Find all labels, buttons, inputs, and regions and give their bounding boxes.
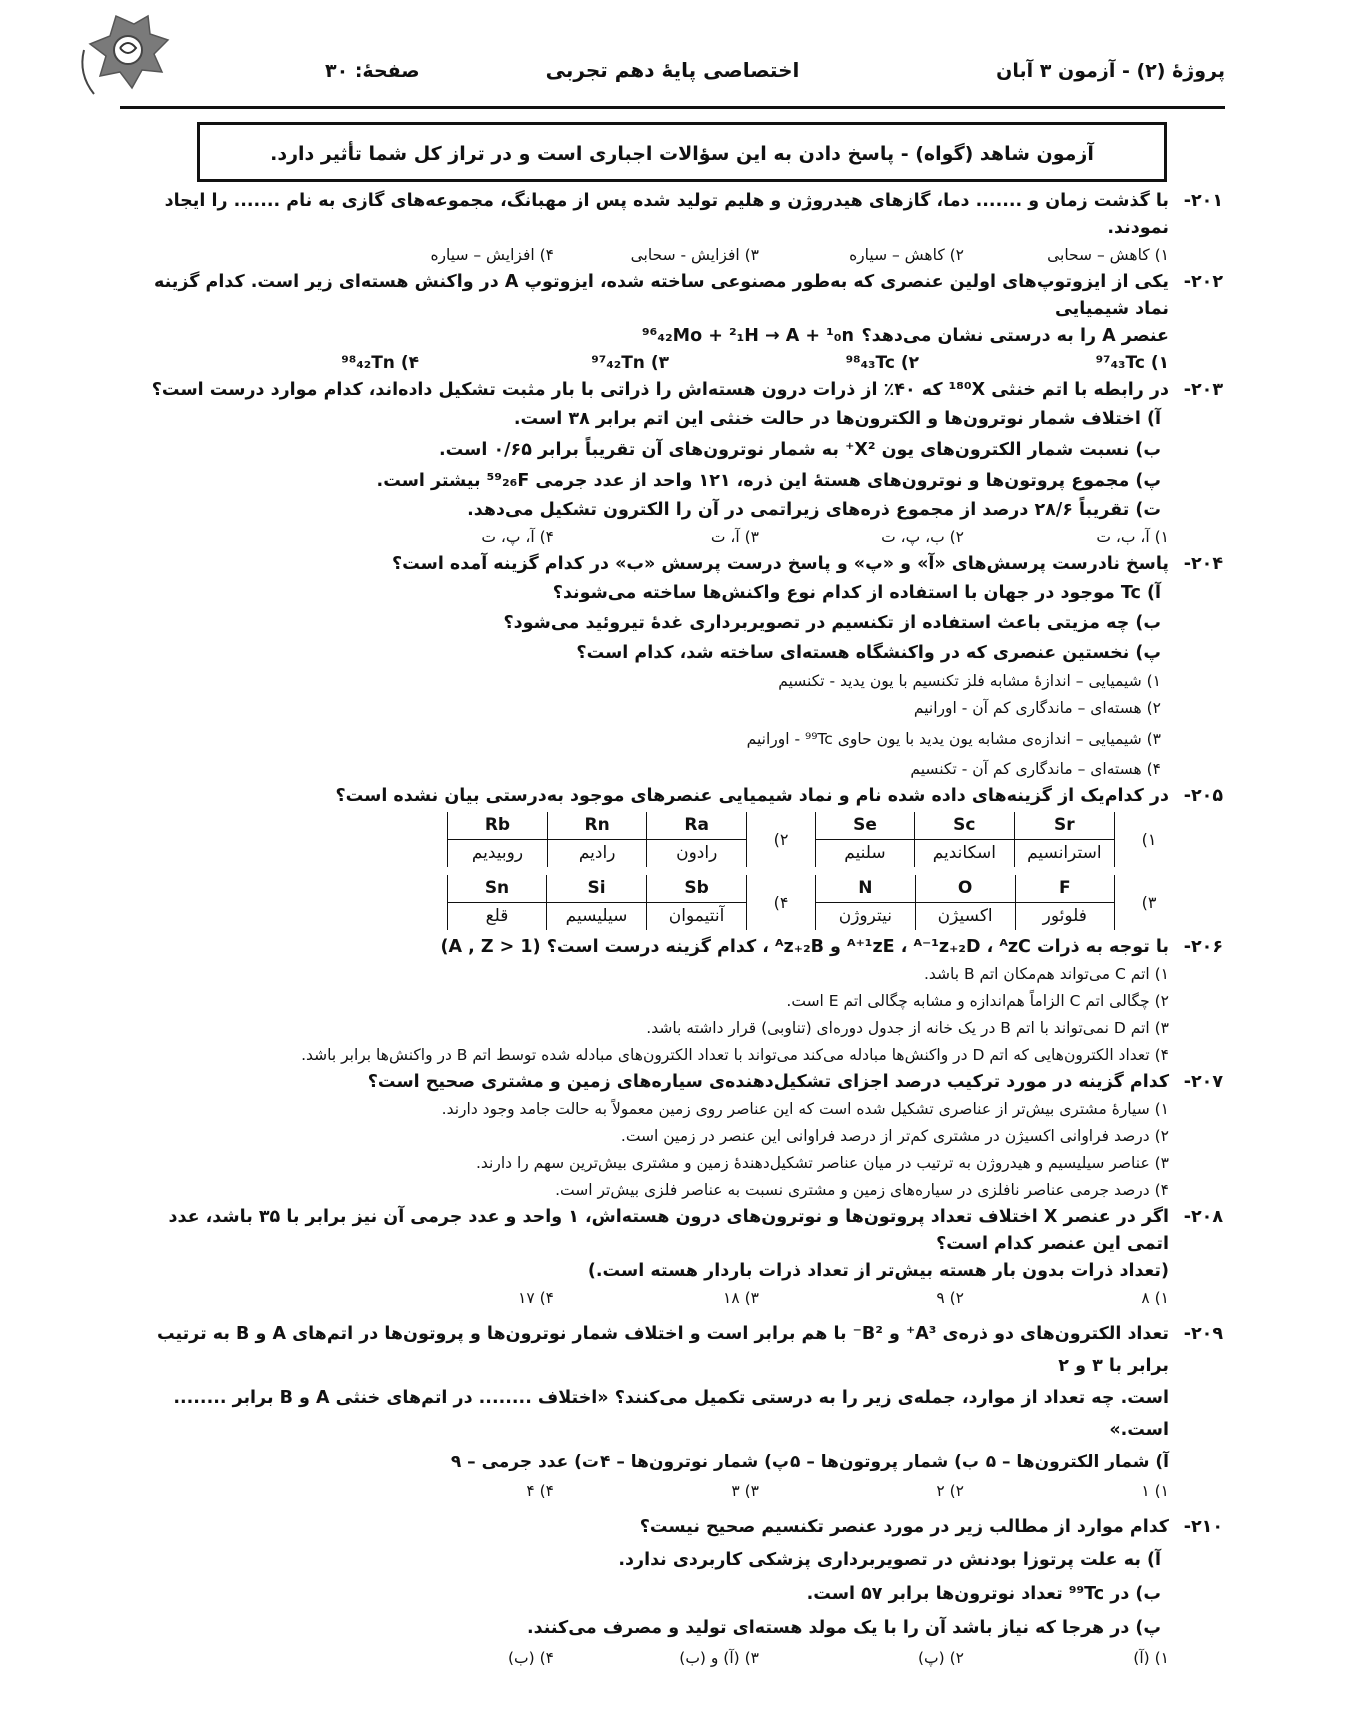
question-number: ۲۰۷- bbox=[1183, 1072, 1223, 1092]
statement: آ) Tc موجود در جهان با استفاده از کدام نوع واکنش‌ها ساخته می‌شوند؟ bbox=[552, 583, 1161, 603]
option[interactable]: ۲) چگالی اتم C الزاماً هم‌اندازه و مشابه چگالی اتم E است. bbox=[786, 992, 1169, 1010]
header-divider bbox=[120, 106, 1225, 109]
option[interactable]: ۳) افزایش - سحابی bbox=[630, 246, 759, 264]
question-number: ۲۰۱- bbox=[1183, 191, 1223, 211]
question-number: ۲۰۳- bbox=[1183, 380, 1223, 400]
option[interactable]: ۳) (آ) و (ب) bbox=[679, 1649, 759, 1667]
name-cell: سیلیسیم bbox=[547, 903, 647, 931]
nuclear-equation: ⁹⁶₄₂Mo + ²₁H → A + ¹₀n bbox=[642, 326, 854, 346]
statement: ب) شمار پروتون‌ها – ۵ bbox=[790, 1452, 979, 1472]
question-text: اگر در عنصر X اختلاف تعداد پروتون‌ها و نوترون‌های درون هسته‌اش، ۱ واحد و عدد جرمی آن نیز برابر با ۳۵ باشد، عدد اتمی این عنصر کدام است؟ bbox=[168, 1207, 1169, 1254]
name-cell: روبیدیم bbox=[448, 840, 548, 868]
symbol-cell: Sn bbox=[448, 875, 547, 903]
question-note: (تعداد ذرات بدون بار هسته بیش‌تر از تعداد ذرات باردار هسته است.) bbox=[587, 1261, 1169, 1281]
question-text: کدام موارد از مطالب زیر در مورد عنصر تکنسیم صحیح نیست؟ bbox=[639, 1517, 1169, 1537]
option[interactable]: ۲) ⁹⁸₄₃Tc bbox=[845, 353, 919, 373]
option[interactable]: ۳) اتم D نمی‌تواند با اتم B در یک خانه از جدول دوره‌ای (تناوبی) قرار داشته باشد. bbox=[646, 1019, 1169, 1037]
symbol-cell: Rn bbox=[547, 812, 646, 840]
statement: پ) مجموع پروتون‌ها و نوترون‌های هستهٔ این ذره، ۱۲۱ واحد از عدد جرمی ⁵⁹₂₆F بیشتر است. bbox=[376, 471, 1161, 491]
option[interactable]: ۱) اتم C می‌تواند هم‌مکان اتم B باشد. bbox=[923, 965, 1169, 983]
question-206 bbox=[122, 934, 1223, 1069]
question-number: ۲۰۵- bbox=[1183, 786, 1223, 806]
name-cell: اسکاندیم bbox=[914, 840, 1014, 868]
option-number[interactable]: ۲) bbox=[773, 830, 789, 849]
questions-area bbox=[122, 188, 1223, 1672]
option[interactable]: ۴) ۱۷ bbox=[518, 1289, 554, 1307]
option-number[interactable]: ۳) bbox=[1141, 893, 1157, 912]
option[interactable]: ۴) هسته‌ای – ماندگاری کم آن - تکنسیم bbox=[910, 760, 1161, 778]
option[interactable]: ۱) سیارهٔ مشتری بیش‌تر از عناصری تشکیل شده است که این عناصر روی زمین معمولاً به حالت جامد وجود دارند. bbox=[441, 1100, 1169, 1118]
option[interactable]: ۱) آ، ب، ت bbox=[1096, 528, 1169, 546]
question-text: در کدام‌یک از گزینه‌های داده شده نام و نماد شیمیایی عنصرهای موجود به‌درستی بیان نشده است؟ bbox=[335, 786, 1169, 806]
option-number[interactable]: ۴) bbox=[773, 893, 789, 912]
option[interactable]: ۴) ۴ bbox=[526, 1482, 554, 1500]
statement: ب) نسبت شمار الکترون‌های یون X²⁺ به شمار نوترون‌های آن تقریباً برابر ۰/۶۵ است. bbox=[439, 440, 1161, 460]
symbol-cell: Rb bbox=[448, 812, 548, 840]
page-number: صفحهٔ: ۳۰ bbox=[325, 60, 420, 82]
option[interactable]: ۴) آ، پ، ت bbox=[481, 528, 554, 546]
statement: ب) در ⁹⁹Tc تعداد نوترون‌ها برابر ۵۷ است. bbox=[806, 1584, 1161, 1604]
statement: پ) شمار نوترون‌ها – ۴ bbox=[600, 1452, 789, 1472]
option[interactable]: ۲) درصد فراوانی اکسیژن در مشتری کم‌تر از درصد فراوانی این عنصر در زمین است. bbox=[620, 1127, 1169, 1145]
element-table[interactable] bbox=[447, 875, 747, 930]
option[interactable]: ۱) ⁹⁷₄₃Tc bbox=[1095, 353, 1169, 373]
question-text: پاسخ نادرست پرسش‌های «آ» و «پ» و پاسخ درست پرسش «ب» در کدام گزینه آمده است؟ bbox=[391, 554, 1169, 574]
option[interactable]: ۴) تعداد الکترون‌هایی که اتم D در واکنش‌ها مبادله می‌کند می‌تواند با تعداد الکترون‌های مبادله شده توسط اتم B در واکنش‌ها برابر باشد. bbox=[301, 1046, 1169, 1064]
option[interactable]: ۴) افزایش – سیاره bbox=[430, 246, 554, 264]
options-row bbox=[122, 524, 1223, 551]
symbol-cell: O bbox=[915, 875, 1015, 903]
options-row bbox=[122, 242, 1223, 269]
question-text: یکی از ایزوتوپ‌های اولین عنصری که به‌طور مصنوعی ساخته شده، ایزوتوپ A در واکنش هسته‌ای زیر است. کدام گزینه نماد شیمیایی bbox=[154, 272, 1169, 319]
question-text: تعداد الکترون‌های دو ذره‌ی A³⁺ و B²⁻ با هم برابر است و اختلاف شمار نوترون‌ها و پروتون‌ها در اتم‌های A و B به ترتیب برابر با ۳ و ۲ bbox=[156, 1324, 1169, 1376]
symbol-cell: F bbox=[1015, 875, 1114, 903]
question-text: با گذشت زمان و ....... دما، گازهای هیدروژن و هلیم تولید شده پس از مهبانگ، مجموعه‌های گازی به نام ....... را ایجاد نمودند. bbox=[164, 191, 1169, 238]
symbol-cell: N bbox=[816, 875, 916, 903]
symbol-cell: Si bbox=[547, 875, 647, 903]
name-cell: اکسیژن bbox=[915, 903, 1015, 931]
name-cell: آنتیموان bbox=[647, 903, 747, 931]
statement: آ) شمار الکترون‌ها – ۵ bbox=[985, 1452, 1169, 1472]
statement: آ) به علت پرتوزا بودنش در تصویربرداری پزشکی کاربردی ندارد. bbox=[618, 1550, 1161, 1570]
question-201 bbox=[122, 188, 1223, 269]
option[interactable]: ۱) کاهش – سحابی bbox=[1047, 246, 1169, 264]
option[interactable]: ۴) ⁹⁸₄₂Tn bbox=[341, 353, 419, 373]
statement: ت) عدد جرمی – ۹ bbox=[450, 1452, 599, 1472]
subject-title: اختصاصی پایهٔ دهم تجربی bbox=[545, 58, 800, 82]
element-table[interactable] bbox=[815, 812, 1115, 867]
element-table[interactable] bbox=[447, 812, 747, 867]
question-202 bbox=[122, 269, 1223, 377]
name-cell: نیتروژن bbox=[816, 903, 916, 931]
option[interactable]: ۱) شیمیایی – اندازهٔ مشابه فلز تکنسیم با یون یدید - تکنسیم bbox=[778, 672, 1161, 690]
question-204 bbox=[122, 551, 1223, 783]
option[interactable]: ۴) درصد جرمی عناصر نافلزی در سیاره‌های زمین و مشتری نسبت به عناصر فلزی بیش‌تر است. bbox=[555, 1181, 1169, 1199]
statement: پ) نخستین عنصری که در واکنشگاه هسته‌ای ساخته شد، کدام است؟ bbox=[576, 643, 1161, 663]
name-cell: رادیم bbox=[547, 840, 646, 868]
question-number: ۲۰۶- bbox=[1183, 937, 1223, 957]
question-text: در رابطه با اتم خنثی ¹⁸⁰X که ۴۰٪ از ذرات درون هسته‌اش را ذراتی با بار مثبت تشکیل داده‌اند، کدام موارد درست است؟ bbox=[151, 380, 1169, 400]
question-207 bbox=[122, 1069, 1223, 1204]
question-text-cont: است. چه تعداد از موارد، جمله‌ی زیر را به درستی تکمیل می‌کنند؟ «اختلاف ........ در اتم‌های خنثی A و B برابر ........ است.» bbox=[173, 1388, 1169, 1440]
symbol-cell: Sr bbox=[1014, 812, 1114, 840]
option[interactable]: ۳) عناصر سیلیسیم و هیدروژن به ترتیب در میان عناصر تشکیل‌دهندهٔ زمین و مشتری بیش‌ترین سهم را دارند. bbox=[475, 1154, 1169, 1172]
option[interactable]: ۲) ۹ bbox=[936, 1289, 964, 1307]
option[interactable]: ۳) ۳ bbox=[731, 1482, 759, 1500]
statement: ب) چه مزیتی باعث استفاده از تکنسیم در تصویربرداری غدهٔ تیروئید می‌شود؟ bbox=[503, 613, 1161, 633]
option[interactable]: ۴) (ب) bbox=[508, 1649, 554, 1667]
symbol-cell: Sc bbox=[914, 812, 1014, 840]
option[interactable]: ۲) ب، پ، ت bbox=[881, 528, 964, 546]
question-text: با توجه به ذرات ᴬ⁺¹ᴢE ، ᴬ⁻¹ᴢ₊₂D ، ᴬᴢC و ᴬᴢ₊₂B ، کدام گزینه درست است؟ (A , Z > 1) bbox=[440, 937, 1169, 957]
question-210 bbox=[122, 1511, 1223, 1672]
option[interactable]: ۲) ۲ bbox=[936, 1482, 964, 1500]
options-row bbox=[122, 1478, 1223, 1505]
statement: آ) اختلاف شمار نوترون‌ها و الکترون‌ها در حالت خنثی این اتم برابر ۳۸ است. bbox=[513, 409, 1161, 429]
options-row bbox=[122, 350, 1223, 377]
question-number: ۲۰۹- bbox=[1183, 1324, 1223, 1344]
question-203 bbox=[122, 377, 1223, 551]
question-text-cont: عنصر A را به درستی نشان می‌دهد؟ bbox=[861, 326, 1169, 346]
question-number: ۲۰۲- bbox=[1183, 272, 1223, 292]
element-tables bbox=[122, 812, 1169, 930]
option-number[interactable]: ۱) bbox=[1141, 830, 1157, 849]
notice-box: آزمون شاهد (گواه) - پاسخ دادن به این سؤالات اجباری است و در تراز کل شما تأثیر دارد. bbox=[197, 122, 1167, 182]
symbol-cell: Se bbox=[816, 812, 915, 840]
option[interactable]: ۳) ۱۸ bbox=[723, 1289, 759, 1307]
option[interactable]: ۱) (آ) bbox=[1133, 1649, 1169, 1667]
option[interactable]: ۲) (پ) bbox=[918, 1649, 964, 1667]
option[interactable]: ۲) کاهش – سیاره bbox=[849, 246, 964, 264]
statements-row bbox=[122, 1446, 1223, 1478]
question-209 bbox=[122, 1318, 1223, 1505]
option[interactable]: ۱) ۸ bbox=[1141, 1289, 1169, 1307]
option[interactable]: ۱) ۱ bbox=[1141, 1482, 1169, 1500]
question-205 bbox=[122, 783, 1223, 930]
name-cell: سلنیم bbox=[816, 840, 915, 868]
symbol-cell: Ra bbox=[647, 812, 747, 840]
name-cell: قلع bbox=[448, 903, 547, 931]
question-208 bbox=[122, 1204, 1223, 1312]
option[interactable]: ۳) ⁹⁷₄₂Tn bbox=[591, 353, 669, 373]
option[interactable]: ۳) آ، ت bbox=[710, 528, 759, 546]
options-row bbox=[122, 1645, 1223, 1672]
element-table[interactable] bbox=[815, 875, 1115, 930]
name-cell: رادون bbox=[647, 840, 747, 868]
page-header bbox=[120, 52, 1225, 96]
option[interactable]: ۳) شیمیایی – اندازه‌ی مشابه یون یدید با یون حاوی ⁹⁹Tc - اورانیم bbox=[746, 730, 1161, 748]
statement: پ) در هرجا که نیاز باشد آن را با یک مولد هسته‌ای تولید و مصرف می‌کنند. bbox=[527, 1618, 1161, 1638]
options-row bbox=[122, 1285, 1223, 1312]
question-number: ۲۱۰- bbox=[1183, 1517, 1223, 1537]
question-text: کدام گزینه در مورد ترکیب درصد اجزای تشکیل‌دهنده‌ی سیاره‌های زمین و مشتری صحیح است؟ bbox=[367, 1072, 1169, 1092]
statement: ت) تقریباً ۲۸/۶ درصد از مجموع ذره‌های زیراتمی در آن را الکترون تشکیل می‌دهد. bbox=[467, 500, 1161, 520]
question-number: ۲۰۸- bbox=[1183, 1207, 1223, 1227]
option[interactable]: ۲) هسته‌ای – ماندگاری کم آن - اورانیم bbox=[913, 699, 1161, 717]
question-number: ۲۰۴- bbox=[1183, 554, 1223, 574]
name-cell: فلوئور bbox=[1015, 903, 1114, 931]
project-title: پروژهٔ (۲) - آزمون ۳ آبان bbox=[996, 60, 1225, 82]
symbol-cell: Sb bbox=[647, 875, 747, 903]
name-cell: استرانسیم bbox=[1014, 840, 1114, 868]
